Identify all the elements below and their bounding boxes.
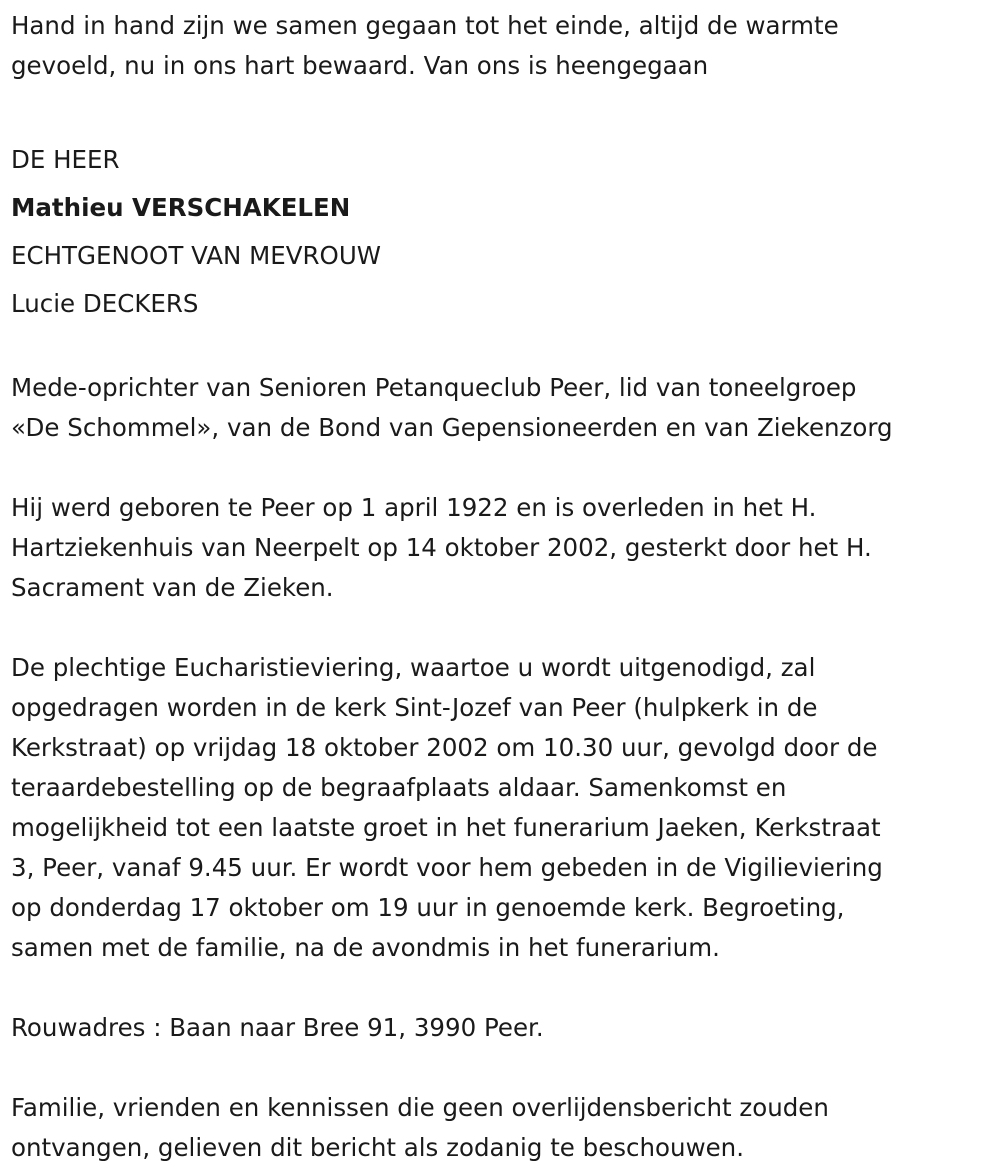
paragraph-line: De plechtige Eucharistieviering, waartoe u wordt uitgenodigd, zal bbox=[11, 653, 816, 682]
paragraph-line: teraardebestelling op de begraafplaats aldaar. Samenkomst en bbox=[11, 773, 787, 802]
spouse-name: Lucie DECKERS bbox=[11, 289, 199, 318]
paragraph-line: Sacrament van de Zieken. bbox=[11, 573, 334, 602]
obituary-document bbox=[11, 6, 991, 1168]
relation-label: ECHTGENOOT VAN MEVROUW bbox=[11, 241, 382, 270]
ceremony-paragraph bbox=[11, 648, 991, 968]
intro-line: gevoeld, nu in ons hart bewaard. Van ons is heengegaan bbox=[11, 51, 709, 80]
paragraph-line: samen met de familie, na de avondmis in het funerarium. bbox=[11, 933, 720, 962]
spacer bbox=[11, 86, 991, 126]
paragraph-line: opgedragen worden in de kerk Sint-Jozef van Peer (hulpkerk in de bbox=[11, 693, 818, 722]
intro-line: Hand in hand zijn we samen gegaan tot het einde, altijd de warmte bbox=[11, 11, 839, 40]
deceased-heading bbox=[11, 136, 991, 328]
paragraph-line: mogelijkheid tot een laatste groet in het funerarium Jaeken, Kerkstraat bbox=[11, 813, 881, 842]
paragraph-line: Hartziekenhuis van Neerpelt op 14 oktober 2002, gesterkt door het H. bbox=[11, 533, 872, 562]
spacer bbox=[11, 1048, 991, 1088]
spacer bbox=[11, 448, 991, 488]
spacer bbox=[11, 328, 991, 368]
spacer bbox=[11, 968, 991, 1008]
notice-paragraph bbox=[11, 1088, 991, 1168]
memberships-paragraph bbox=[11, 368, 991, 448]
paragraph-line: Mede-oprichter van Senioren Petanqueclub Peer, lid van toneelgroep bbox=[11, 373, 857, 402]
paragraph-line: ontvangen, gelieven dit bericht als zodanig te beschouwen. bbox=[11, 1133, 745, 1162]
life-paragraph bbox=[11, 488, 991, 608]
paragraph-line: Familie, vrienden en kennissen die geen overlijdensbericht zouden bbox=[11, 1093, 829, 1122]
paragraph-line: Kerkstraat) op vrijdag 18 oktober 2002 om 10.30 uur, gevolgd door de bbox=[11, 733, 878, 762]
paragraph-line: Hij werd geboren te Peer op 1 april 1922 en is overleden in het H. bbox=[11, 493, 817, 522]
paragraph-line: «De Schommel», van de Bond van Gepensioneerden en van Ziekenzorg bbox=[11, 413, 893, 442]
address-paragraph bbox=[11, 1008, 991, 1048]
paragraph-line: op donderdag 17 oktober om 19 uur in genoemde kerk. Begroeting, bbox=[11, 893, 845, 922]
spacer bbox=[11, 608, 991, 648]
deceased-name: Mathieu VERSCHAKELEN bbox=[11, 193, 351, 222]
mourning-address: Rouwadres : Baan naar Bree 91, 3990 Peer. bbox=[11, 1013, 544, 1042]
paragraph-line: 3, Peer, vanaf 9.45 uur. Er wordt voor hem gebeden in de Vigilieviering bbox=[11, 853, 883, 882]
intro-paragraph bbox=[11, 6, 991, 86]
honorific: DE HEER bbox=[11, 145, 120, 174]
